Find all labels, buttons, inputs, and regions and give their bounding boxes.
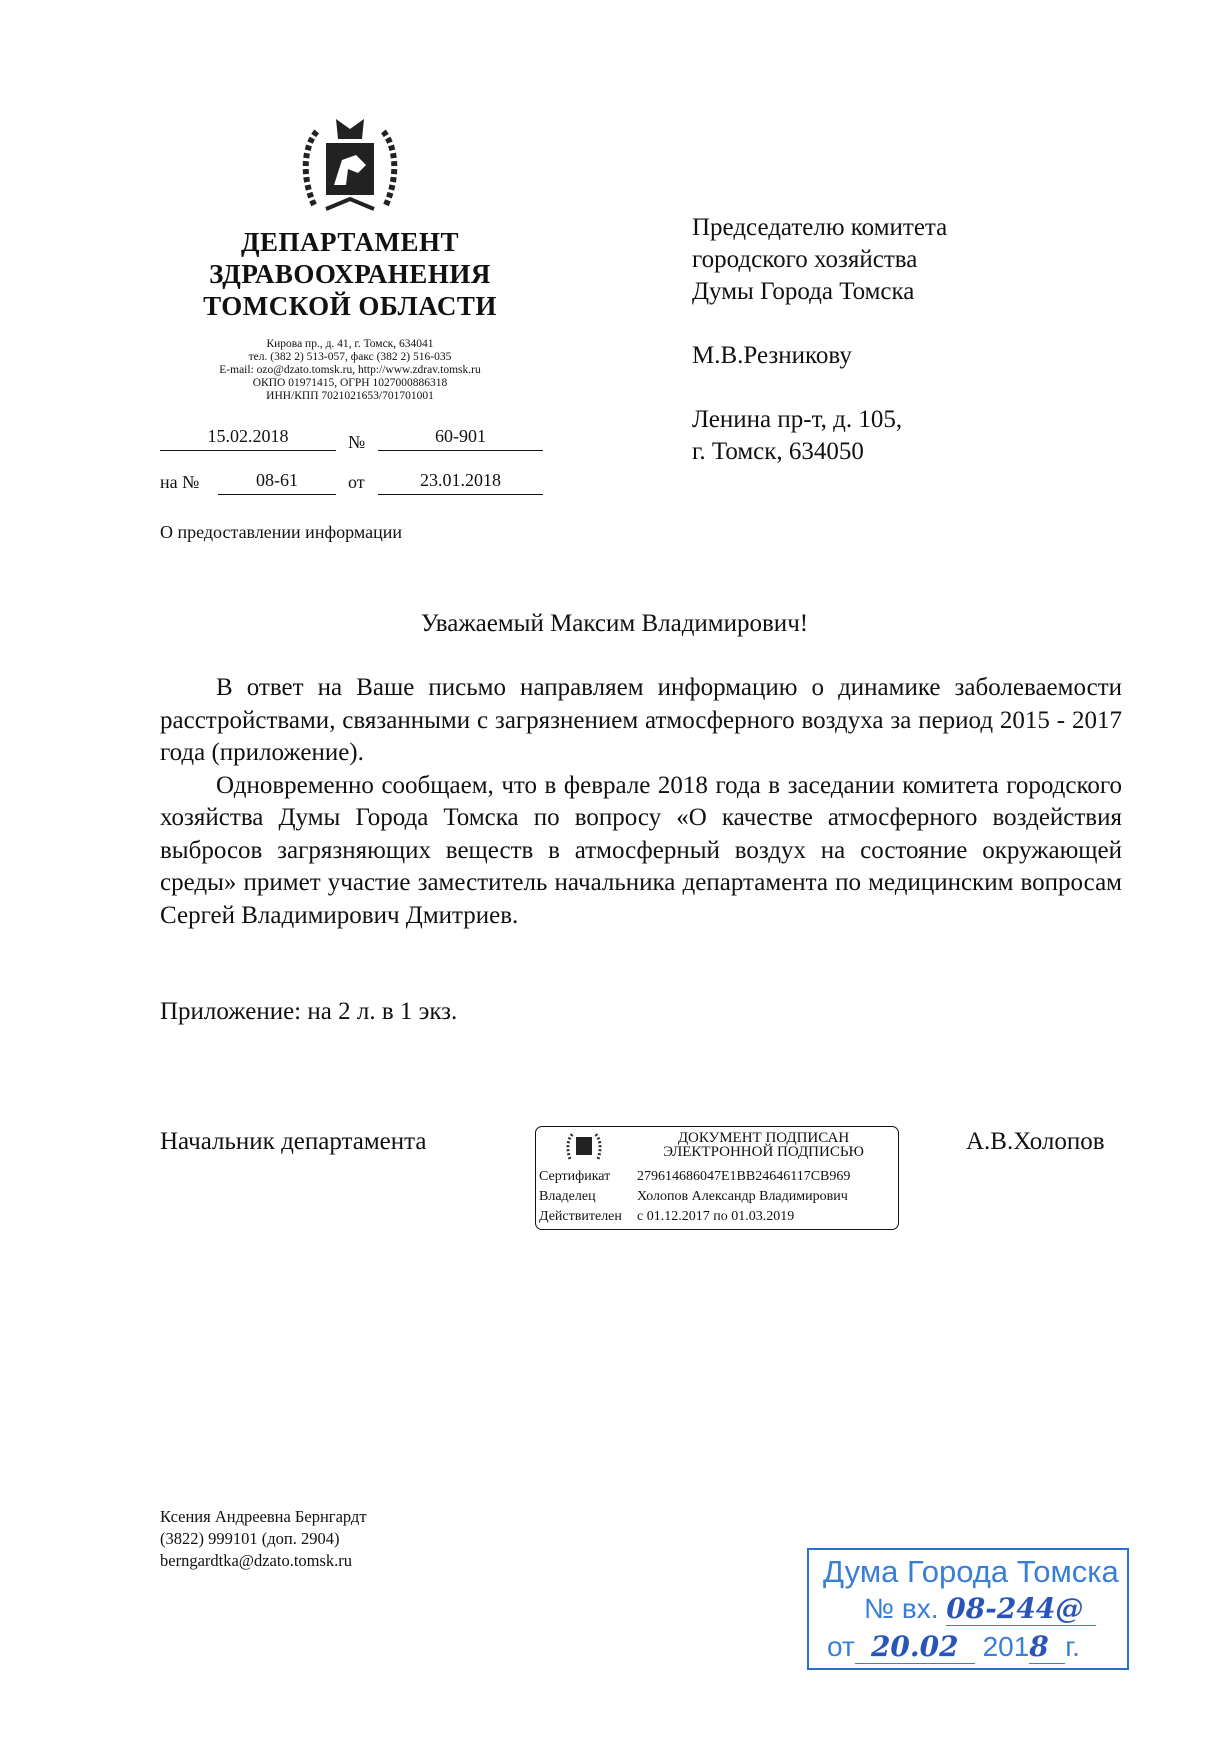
stamp-in-label: № вх. bbox=[864, 1593, 939, 1624]
ref-label: на № bbox=[160, 472, 200, 492]
stamp-date-row bbox=[827, 1630, 1080, 1664]
attachment-note: Приложение: на 2 л. в 1 экз. bbox=[160, 998, 458, 1025]
coat-of-arms-emblem bbox=[296, 115, 404, 215]
body-paragraph: В ответ на Ваше письмо направляем информацию о динамике заболеваемости расстройствами, связанными с загрязнением атмосферного воздуха за период 2015 - 2017 года (приложение). bbox=[160, 674, 1122, 766]
contact-line: E-mail: ozo@dzato.tomsk.ru, http://www.zdrav.tomsk.ru bbox=[219, 364, 481, 376]
esig-cert-row bbox=[539, 1169, 850, 1185]
greeting: Уважаемый Максим Владимирович! bbox=[420, 610, 809, 637]
stamp-date: 20.02 bbox=[855, 1630, 975, 1664]
executor-name: Ксения Андреевна Бернгардт bbox=[160, 1507, 367, 1526]
valid-value: с 01.12.2017 по 01.03.2019 bbox=[637, 1209, 795, 1224]
addressee-line: городского хозяйства bbox=[692, 246, 918, 273]
addressee-name: М.В.Резникову bbox=[692, 342, 852, 369]
valid-label: Действителен bbox=[539, 1209, 622, 1224]
stamp-from-label: от bbox=[827, 1631, 855, 1662]
esig-title-line: ЭЛЕКТРОННОЙ ПОДПИСЬЮ bbox=[663, 1144, 864, 1160]
incoming-registration-stamp bbox=[807, 1548, 1129, 1670]
contact-line: ОКПО 01971415, ОГРН 1027000886318 bbox=[252, 377, 448, 389]
executor-email: berngardtka@dzato.tomsk.ru bbox=[160, 1551, 353, 1570]
owner-value: Холопов Александр Владимирович bbox=[637, 1189, 848, 1204]
esig-owner-row bbox=[539, 1189, 848, 1205]
department-line: ДЕПАРТАМЕНТ bbox=[240, 227, 460, 257]
letter-subject: О предоставлении информации bbox=[160, 522, 402, 542]
executor-info bbox=[160, 1506, 367, 1572]
stamp-year-prefix: 201 bbox=[982, 1631, 1030, 1662]
department-line: ТОМСКОЙ ОБЛАСТИ bbox=[203, 291, 497, 321]
outgoing-date: 15.02.2018 bbox=[160, 426, 336, 451]
contact-line: Кирова пр., д. 41, г. Томск, 634041 bbox=[266, 338, 434, 350]
esig-title bbox=[636, 1131, 891, 1159]
department-contacts bbox=[160, 338, 540, 403]
signer-name: А.В.Холопов bbox=[966, 1128, 1105, 1155]
contact-line: ИНН/КПП 7021021653/701701001 bbox=[266, 390, 434, 402]
stamp-year-digit: 8 bbox=[1029, 1630, 1065, 1664]
stamp-title: Дума Города Томска bbox=[823, 1554, 1119, 1589]
cert-label: Сертификат bbox=[539, 1169, 611, 1184]
signer-position: Начальник департамента bbox=[160, 1128, 427, 1155]
department-line: ЗДРАВООХРАНЕНИЯ bbox=[209, 259, 491, 289]
electronic-signature-stamp bbox=[535, 1126, 899, 1230]
contact-line: тел. (382 2) 513-057, факс (382 2) 516-035 bbox=[248, 351, 452, 363]
department-name bbox=[160, 226, 540, 322]
ref-date: 23.01.2018 bbox=[378, 470, 543, 495]
coat-of-arms-icon bbox=[566, 1129, 602, 1163]
addressee-line: Председателю комитета bbox=[692, 214, 948, 241]
addressee-address: Ленина пр-т, д. 105, bbox=[692, 406, 903, 433]
addressee-address: г. Томск, 634050 bbox=[692, 438, 864, 465]
ref-from-label: от bbox=[348, 472, 365, 492]
esig-valid-row bbox=[539, 1209, 794, 1225]
number-label: № bbox=[348, 432, 366, 452]
addressee bbox=[692, 212, 947, 468]
stamp-in-number: 08-244@ bbox=[946, 1592, 1096, 1626]
addressee-line: Думы Города Томска bbox=[692, 278, 915, 305]
stamp-year-suffix: г. bbox=[1065, 1631, 1080, 1662]
ref-number: 08-61 bbox=[218, 470, 336, 495]
stamp-number-row bbox=[864, 1592, 1096, 1626]
letter-body bbox=[160, 672, 1122, 932]
owner-label: Владелец bbox=[539, 1189, 596, 1204]
esig-title-line: ДОКУМЕНТ ПОДПИСАН bbox=[677, 1130, 850, 1146]
body-paragraph: Одновременно сообщаем, что в феврале 2018 года в заседании комитета городского хозяйства Думы Города Томска по вопросу «О качестве атмосферного воздействия выбросов загрязняющих веществ в атмосферный воздух на состояние окружающей среды» примет участие заместитель начальника департамента по медицинским вопросам Сергей Владимирович Дмитриев. bbox=[160, 771, 1122, 929]
cert-value: 279614686047E1BB24646117CB969 bbox=[637, 1169, 851, 1184]
outgoing-number: 60-901 bbox=[378, 426, 543, 451]
executor-phone: (3822) 999101 (доп. 2904) bbox=[160, 1529, 340, 1548]
